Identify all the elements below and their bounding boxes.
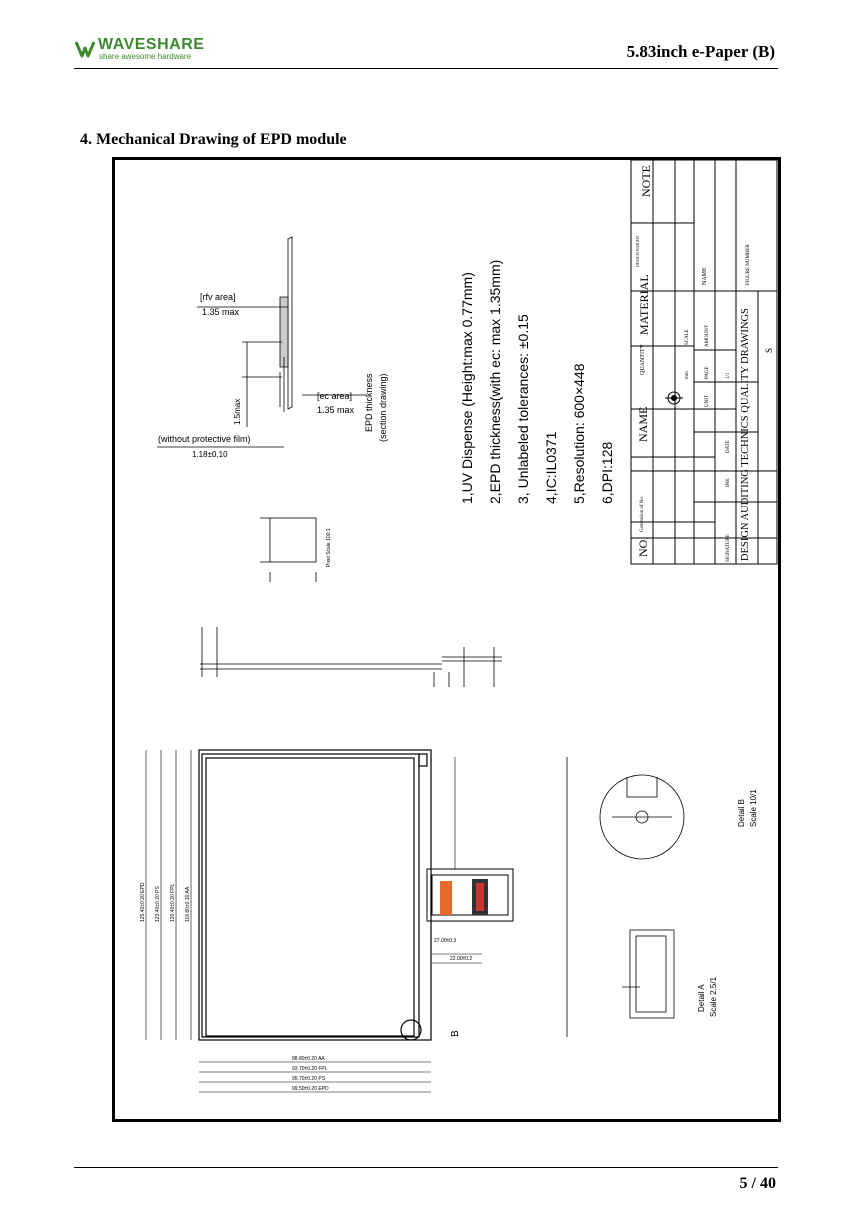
detail-b-labels: [737, 789, 758, 827]
dim-fpc-1: 27.00±0.3: [434, 938, 457, 944]
tb-s: S: [764, 347, 774, 353]
dim-width-epd: 99.50±0.20 EPD: [292, 1086, 329, 1092]
side-profile: [200, 627, 502, 687]
dim-height-fpl: 120.40±0.20 FPL: [170, 883, 176, 922]
document-title: 5.83inch e-Paper (B): [626, 42, 775, 61]
page-number: 5 / 40: [739, 1175, 776, 1192]
note-1: 1,UV Dispense (Height:max 0.77mm): [459, 272, 475, 504]
detail-a-labels: [697, 976, 718, 1017]
dim-height-aa: 118.80±0.10 AA: [185, 886, 191, 922]
note-5: 5,Resolution: 600×448: [571, 363, 587, 504]
tb-scale: SCALE: [685, 329, 690, 345]
brand-name: WAVESHARE: [98, 36, 205, 53]
detail-a-scale: Scale 2.5/1: [709, 976, 718, 1017]
film-value: 1.18±0.10: [192, 450, 228, 459]
ec-label: [ec area]: [317, 391, 353, 401]
section-title-2: (section drawing): [378, 373, 388, 442]
tb-page: PAGE: [705, 366, 710, 379]
note-3: 3, Unlabeled tolerances: ±0.15: [515, 314, 531, 504]
dim-height-epd: 125.40±0.20 EPD: [140, 882, 146, 922]
tb-sign: SIGNATURE: [726, 534, 731, 562]
tb-note: NOTE: [639, 165, 653, 197]
detail-b: [567, 757, 684, 1037]
waveshare-logo-icon: [74, 38, 96, 60]
tb-ink: INK: [726, 478, 731, 487]
tb-unit: UNIT: [705, 395, 710, 407]
drawing-border: [114, 159, 780, 1121]
tb-quantity: QUANTITY: [640, 344, 646, 375]
film-label: (without protective film): [158, 434, 251, 444]
title-block: [631, 160, 777, 564]
max-label: 1.5max: [233, 398, 242, 425]
mechanical-drawing: [112, 157, 781, 1122]
dim-width-aa: 88.80±0.20 AA: [292, 1056, 325, 1062]
tb-page-val: 1/1: [726, 372, 731, 379]
tb-design-row: DESIGN AUDITING TECHNICS QUALITY DRAWINGS: [740, 308, 751, 561]
section-title-1: EPD thickness: [364, 373, 374, 432]
main-dim-labels: [140, 882, 472, 1092]
section-drawing-labels: [158, 292, 388, 459]
tb-date: DATE: [726, 440, 731, 453]
detail-b-scale: Scale 10/1: [749, 789, 758, 827]
rfv-label: [rfv area]: [200, 292, 236, 302]
footer-divider: [74, 1167, 778, 1168]
tb-figure-number: FIGURE NUMBER: [746, 244, 751, 285]
tb-unit-val: mm: [685, 371, 690, 379]
detail-a: [622, 930, 674, 1018]
projection-symbol-icon: [665, 392, 683, 404]
tb-change: Generation of No.: [640, 495, 645, 532]
note-6: 6,DPI:128: [599, 441, 615, 504]
b-mark: B: [450, 1030, 461, 1037]
tb-material: MATERIAL: [637, 274, 651, 335]
detail-b-title: Detail B: [737, 798, 746, 827]
tb-amount: AMOUNT: [705, 325, 710, 347]
dim-width-fpl: 93.70±0.20 FPL: [292, 1066, 328, 1072]
tb-name: NAME: [636, 406, 650, 442]
ec-value: 1.35 max: [317, 405, 355, 415]
dim-width-ps: 95.70±0.20 PS: [292, 1076, 326, 1082]
header-divider: [74, 68, 778, 69]
rfv-value: 1.35 max: [202, 307, 240, 317]
pixel-scale: Pixel Scale 100:1: [326, 528, 332, 567]
detail-a-title: Detail A: [697, 984, 706, 1012]
brand-logo: [74, 36, 214, 64]
dim-height-ps: 123.40±0.20 PS: [155, 886, 161, 922]
tb-no: NO.: [636, 536, 650, 557]
epd-outline: [199, 750, 431, 1040]
note-2: 2,EPD thickness(with ec: max 1.35mm): [487, 259, 503, 504]
notes: [459, 260, 615, 504]
brand-tagline: share awesome hardware: [99, 52, 192, 61]
fpc-connector: [427, 869, 513, 921]
note-4: 4,IC:IL0371: [543, 431, 559, 504]
section-heading: 4. Mechanical Drawing of EPD module: [80, 131, 347, 148]
section-drawing: [157, 237, 367, 447]
dim-fpc-2: 22.00±0.2: [450, 956, 473, 962]
pixel-detail: [260, 518, 316, 582]
tb-name-label: NAME: [702, 267, 708, 285]
tb-weight: DESIGN WEIGHT: [635, 235, 640, 267]
